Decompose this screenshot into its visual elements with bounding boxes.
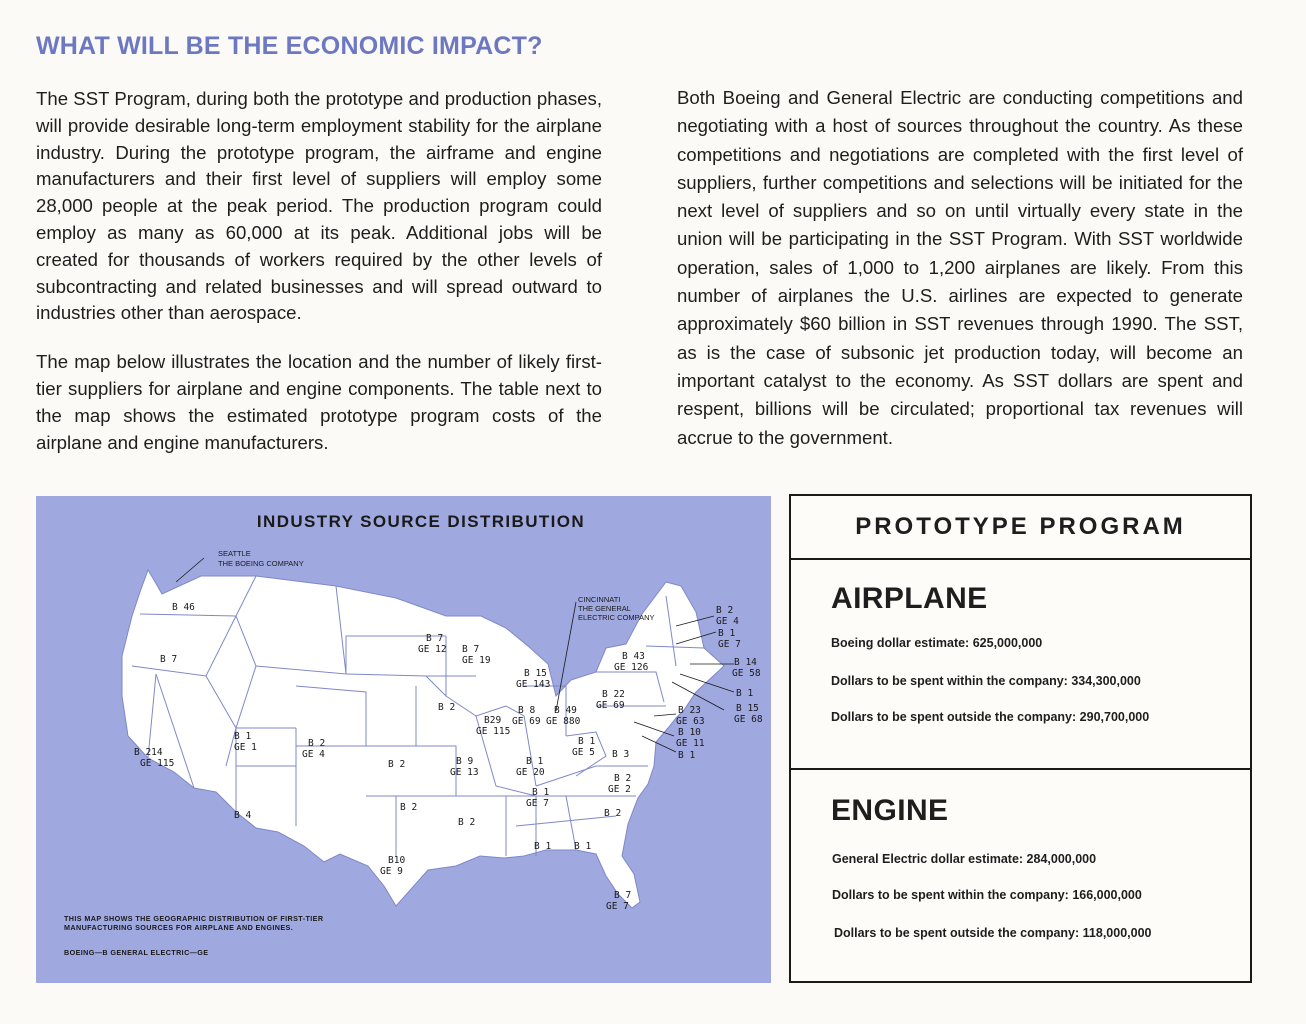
airplane-within — [831, 674, 1141, 688]
state-label-oh-ge: GE 880 — [546, 716, 581, 727]
state-label-mn-b: B 7 — [426, 633, 444, 644]
airplane-title: AIRPLANE — [831, 582, 988, 615]
right-text-column — [677, 84, 1243, 452]
state-label-ca-b: B 214 — [134, 747, 163, 758]
map-legend: BOEING—B GENERAL ELECTRIC—GE — [64, 948, 209, 957]
state-label-nh-b: B 1 — [718, 628, 736, 639]
airplane-outside — [831, 710, 1149, 724]
airplane-within-label: Dollars to be spent within the company: — [831, 674, 1068, 688]
engine-estimate — [832, 852, 1096, 866]
state-label-nh-ge: GE 7 — [718, 639, 741, 650]
airplane-outside-value: 290,700,000 — [1079, 710, 1150, 724]
state-label-co-b: B 2 — [308, 738, 326, 749]
engine-estimate-value: 284,000,000 — [1026, 852, 1097, 866]
state-label-ky-b: B 1 — [526, 756, 544, 767]
state-label-ma-ge: GE 58 — [732, 668, 761, 679]
state-label-va: B 3 — [612, 749, 630, 760]
airplane-outside-label: Dollars to be spent outside the company: — [831, 710, 1077, 724]
state-label-sc: B 2 — [604, 808, 622, 819]
state-label-mo-ge: GE 13 — [450, 767, 479, 778]
state-label-ny-b: B 43 — [622, 651, 645, 662]
state-label-me-ge: GE 4 — [716, 616, 739, 627]
state-label-ct-b: B 15 — [736, 703, 759, 714]
map-title: INDUSTRY SOURCE DISTRIBUTION — [256, 512, 586, 531]
industry-source-map — [36, 496, 771, 983]
engine-outside-label: Dollars to be spent outside the company: — [834, 926, 1080, 940]
left-text-column — [36, 86, 602, 456]
airplane-estimate-value: 625,000,000 — [972, 636, 1043, 650]
state-label-nj-ge: GE 63 — [676, 716, 705, 727]
engine-within-label: Dollars to be spent within the company: — [832, 888, 1069, 902]
state-label-al: B 1 — [534, 841, 552, 852]
state-label-nj-b: B 23 — [678, 705, 701, 716]
state-label-ny-ge: GE 126 — [614, 662, 649, 673]
state-label-me-b: B 2 — [716, 605, 734, 616]
state-label-tx-ge: GE 9 — [380, 866, 403, 877]
electric-company-label: ELECTRIC COMPANY — [578, 613, 655, 622]
program-title: PROTOTYPE PROGRAM — [791, 496, 1250, 560]
state-label-ct-ge: GE 68 — [734, 714, 763, 725]
map-note: THIS MAP SHOWS THE GEOGRAPHIC DISTRIBUTION OF FIRST-TIER MANUFACTURING SOURCES FOR AIRPLANE AND ENGINES. — [64, 914, 324, 932]
engine-section — [791, 770, 1250, 983]
page-heading: WHAT WILL BE THE ECONOMIC IMPACT? — [36, 32, 543, 60]
state-label-co-ge: GE 4 — [302, 749, 325, 760]
state-label-nc-b: B 2 — [614, 773, 632, 784]
engine-within — [832, 888, 1142, 902]
state-label-mi-ge: GE 143 — [516, 679, 551, 690]
airplane-estimate — [831, 636, 1042, 650]
state-label-ga: B 1 — [574, 841, 592, 852]
state-label-ia: B 2 — [438, 702, 456, 713]
airplane-section — [791, 560, 1250, 770]
airplane-within-value: 334,300,000 — [1071, 674, 1141, 688]
state-label-il-b: B29 — [484, 715, 502, 726]
state-label-md-ge: GE 11 — [676, 738, 705, 749]
us-map-svg — [36, 496, 771, 983]
state-label-tx-b: B10 — [388, 855, 406, 866]
state-label-wi-ge: GE 19 — [462, 655, 491, 666]
boeing-company-label: THE BOEING COMPANY — [218, 559, 304, 568]
state-label-ok: B 2 — [400, 802, 418, 813]
state-label-md-b: B 10 — [678, 727, 701, 738]
state-label-pa-ge: GE 69 — [596, 700, 625, 711]
state-label-ri: B 1 — [736, 688, 754, 699]
left-paragraph-1: The SST Program, during both the prototype and production phases, will provide desirable long-term employment stability for the airplane industry. During the prototype program, the airframe and engine manufacturers and their first level of suppliers will employ some 28,000 people at the peak period. The production program could employ as many as 60,000 at its peak. Additional jobs will be created for thousands of workers required by the other levels of subcontracting and related businesses and will spread outward to industries other than aerospace. — [36, 88, 602, 324]
state-label-fl-ge: GE 7 — [606, 901, 629, 912]
right-paragraph-1: Both Boeing and General Electric are conducting competitions and negotiating with a host of sources throughout the country. As these competitions and negotiations are completed with the first level of suppliers, further competitions and selections will be initiated for the next level of suppliers and so on until virtually every state in the union will be participating in the SST Program. With SST worldwide operation, sales of 1,000 to 1,200 airplanes are likely. From this number of airplanes the U.S. airlines are expected to generate approximately $60 billion in SST revenues through 1990. The SST, as is the case of subsonic jet production today, will become an important catalyst to the economy. As SST dollars are spent and respent, billions will be circulated; proportional tax revenues will accrue to the government. — [677, 87, 1243, 448]
airplane-estimate-label: Boeing dollar estimate: — [831, 636, 970, 650]
state-label-wv-ge: GE 5 — [572, 747, 595, 758]
state-label-in-b: B 8 — [518, 705, 536, 716]
state-label-de: B 1 — [678, 750, 696, 761]
state-label-nc-ge: GE 2 — [608, 784, 631, 795]
state-label-in-ge: GE 69 — [512, 716, 541, 727]
state-label-az: B 4 — [234, 810, 252, 821]
state-label-mn-ge: GE 12 — [418, 644, 447, 655]
state-label-tn-b: B 1 — [532, 787, 550, 798]
engine-estimate-label: General Electric dollar estimate: — [832, 852, 1024, 866]
state-label-ut-ge: GE 1 — [234, 742, 257, 753]
state-label-mo-b: B 9 — [456, 756, 474, 767]
state-label-ut-b: B 1 — [234, 731, 252, 742]
engine-outside — [834, 926, 1152, 940]
state-label-ar: B 2 — [458, 817, 476, 828]
state-label-ks: B 2 — [388, 759, 406, 770]
state-label-wv-b: B 1 — [578, 736, 596, 747]
general-label: THE GENERAL — [578, 604, 631, 613]
state-label-pa-b: B 22 — [602, 689, 625, 700]
left-paragraph-2: The map below illustrates the location and the number of likely first-tier suppliers for airplane and engine components. The table next to the map shows the estimated prototype program costs of the airplane and engine manufacturers. — [36, 351, 602, 453]
seattle-label: SEATTLE — [218, 549, 251, 558]
state-label-wa: B 46 — [172, 602, 195, 613]
state-label-ca-ge: GE 115 — [140, 758, 175, 769]
engine-title: ENGINE — [831, 794, 949, 827]
state-label-ma-b: B 14 — [734, 657, 757, 668]
state-label-ky-ge: GE 20 — [516, 767, 545, 778]
prototype-program-table — [789, 494, 1252, 983]
state-label-il-ge: GE 115 — [476, 726, 511, 737]
cincinnati-label: CINCINNATI — [578, 595, 621, 604]
state-label-fl-b: B 7 — [614, 890, 632, 901]
engine-within-value: 166,000,000 — [1072, 888, 1142, 902]
state-label-tn-ge: GE 7 — [526, 798, 549, 809]
state-label-wi-b: B 7 — [462, 644, 480, 655]
engine-outside-value: 118,000,000 — [1082, 926, 1152, 940]
state-label-oh-b: B 49 — [554, 705, 577, 716]
state-label-mi-b: B 15 — [524, 668, 547, 679]
state-label-or: B 7 — [160, 654, 178, 665]
